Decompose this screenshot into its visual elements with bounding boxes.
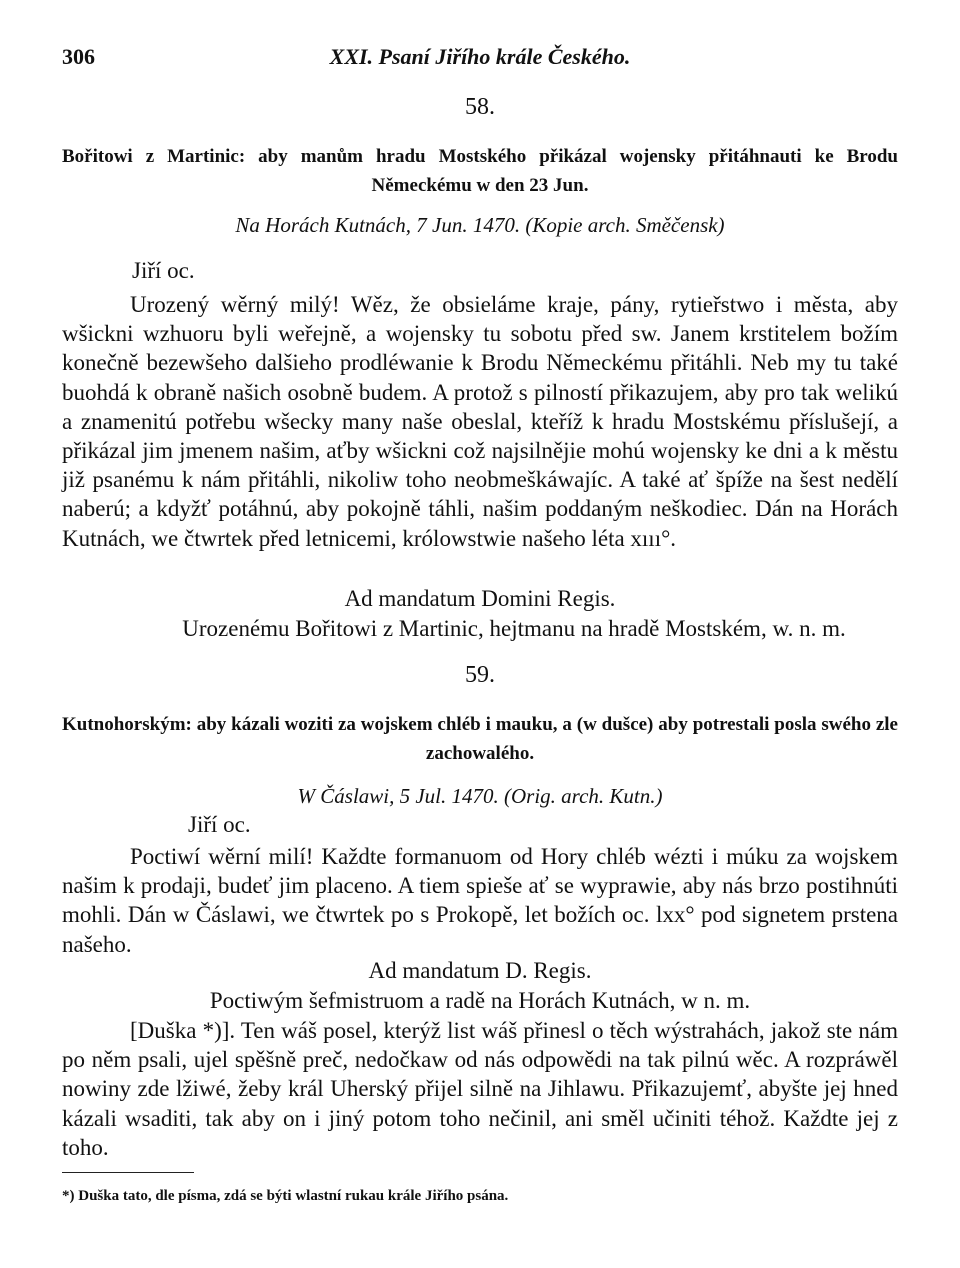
document-58-text xyxy=(62,290,898,553)
document-58-number: 58. xyxy=(465,94,495,120)
document-59-address: Poctiwým šefmistruom a radě na Horách Kutnách, w n. m. xyxy=(209,988,751,1013)
footnote: *) Duška tato, dle písma, zdá se býti wlastní rukau krále Jiřího psána. xyxy=(62,1188,509,1204)
document-58-salutation: Jiří oc. xyxy=(132,258,195,283)
document-59-summary: Kutnohorským: aby kázali woziti za wojskem chléb i mauku, a (w dušce) aby potrestali posla swého zle zachowalého. xyxy=(62,714,898,764)
document-59-number: 59. xyxy=(465,662,495,688)
document-59-text xyxy=(62,842,898,959)
document-59-dateline: W Čáslawi, 5 Jul. 1470. (Orig. arch. Kutn.) xyxy=(297,784,663,808)
document-58-dateline: Na Horách Kutnách, 7 Jun. 1470. (Kopie arch. Směčensk) xyxy=(235,213,725,237)
page-number: 306 xyxy=(62,44,95,69)
page-header xyxy=(62,44,898,76)
document-59-paragraph: Poctiwí wěrní milí! Každte formanuom od Hory chléb wézti i múku za wojskem našim k prodaji, budeť jim placeno. A tiem spieše ať se wyprawie, aby nás brzo postihnúti mohli. Dán w Čáslawi, we čtwrtek po s Prokopě, let božích oc. lxx° pod signetem prstena našeho. xyxy=(62,844,898,957)
document-59-postscript xyxy=(62,1016,898,1162)
document-58-summary: Bořitowi z Martinic: aby manům hradu Mostského přikázal wojensky přitáhnauti ke Brodu Německému w den 23 Jun. xyxy=(62,146,898,196)
running-title: XXI. Psaní Jiřího krále Českého. xyxy=(329,44,631,69)
document-58-mandate: Ad mandatum Domini Regis. xyxy=(344,586,616,611)
document-59-postscript-paragraph: [Duška *)]. Ten wáš posel, kterýž list wáš přinesl o těch wýstrahách, jakož ste nám po něm psali, ujel spěšně preč, nedočkaw od nás odpowědi na tak pilnú wěc. A rozpráwěl nowiny zde lžiwé, žeby král Uherský přijel silně na Jihlawu. Přikazujemť, abyšte jej hned kázali wsaditi, tak aby on i jiný potom toho nečinil, ani směl učiniti téhož. Každte jej z toho. xyxy=(62,1018,898,1160)
document-58-paragraph: Urozený wěrný milý! Wěz, že obsieláme kraje, pány, rytieřstwo i města, aby wšickni wzhuoru byli weřejně, a wojensky tu sobotu před sw. Janem krstitelem božím konečně bezewšeho dalšieho prodléwanie k Brodu Německému přitáhli. Neb my tu také buohdá k obraně našich osobně budem. A protož s pilností přikazujem, aby pro tak welikú a znamenitú potřebu wšecky many naše obeslal, kteříž k hradu Mostskému příslušejí, a přikázal jim jmenem našim, aťby wšickni což najsilnějie mohú wojensky ke dni a k městu již psanému k nám přitáhli, nikoliw toho neobmeškáwajíc. A také ať špíže na šest nedělí naberú; a kdyžť potáhnú, aby pokojně táhli, našim poddaným neškodiec. Dán na Horách Kutnách, we čtwrtek před letnicemi, królowstwie našeho léta xııı°. xyxy=(62,292,898,551)
document-59-mandate: Ad mandatum D. Regis. xyxy=(368,958,592,983)
footnote-rule xyxy=(62,1172,194,1173)
document-58-address: Urozenému Bořitowi z Martinic, hejtmanu na hradě Mostském, w. n. m. xyxy=(182,616,846,641)
document-59-salutation: Jiří oc. xyxy=(188,812,251,837)
